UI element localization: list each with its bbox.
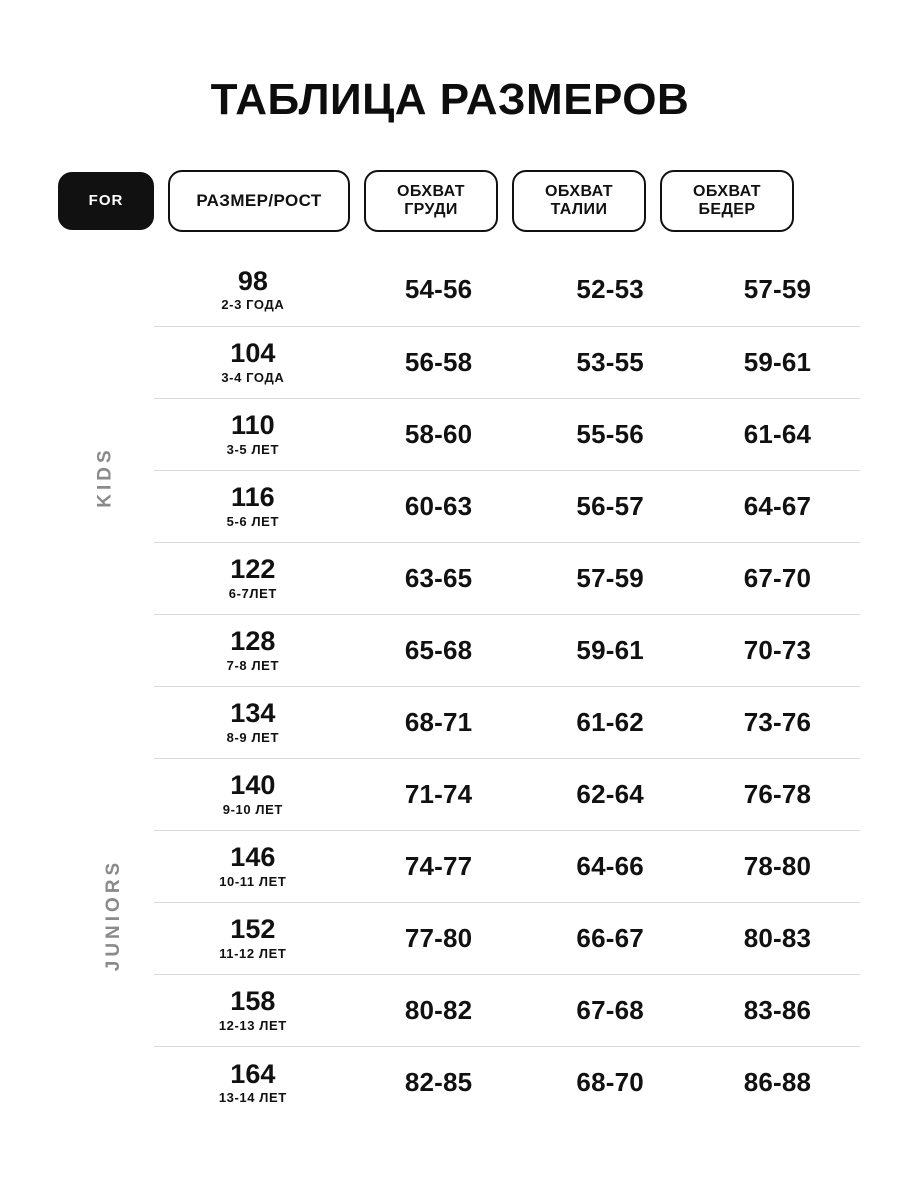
cell-waist [525, 254, 694, 326]
size-number: 104 [230, 338, 276, 369]
cell-size [154, 758, 352, 830]
size-age: 6-7ЛЕТ [228, 585, 277, 601]
size-number: 146 [230, 842, 276, 873]
size-age: 2-3 ГОДА [221, 297, 285, 313]
size-age: 11-12 ЛЕТ [219, 945, 287, 961]
size-age: 3-5 ЛЕТ [226, 441, 279, 457]
column-header-hips-line2: БЕДЕР [698, 201, 756, 218]
cell-chest-value: 71-74 [404, 778, 473, 809]
cell-chest-value: 58-60 [404, 418, 473, 449]
cell-chest-value: 80-82 [404, 994, 473, 1025]
size-age: 12-13 ЛЕТ [218, 1017, 287, 1033]
cell-hips-value: 86-88 [743, 1066, 812, 1097]
cell-size [154, 974, 352, 1046]
size-number: 158 [230, 986, 276, 1017]
column-header-hips [660, 170, 794, 232]
size-age: 10-11 ЛЕТ [219, 873, 287, 889]
size-age: 8-9 ЛЕТ [226, 729, 279, 745]
cell-chest [352, 758, 526, 830]
table-row [154, 758, 860, 830]
cell-chest [352, 470, 526, 542]
cell-size [154, 902, 352, 974]
cell-hips-value: 70-73 [743, 634, 812, 665]
cell-waist [525, 974, 694, 1046]
cell-chest-value: 65-68 [404, 634, 473, 665]
cell-hips-value: 67-70 [743, 562, 812, 593]
cell-hips [695, 326, 860, 398]
cell-chest-value: 56-58 [404, 346, 473, 377]
size-number: 116 [231, 482, 275, 513]
column-header-hips-line1: ОБХВАТ [693, 182, 761, 200]
cell-hips-value: 64-67 [743, 490, 812, 521]
cell-size [154, 686, 352, 758]
cell-waist-value: 57-59 [576, 562, 644, 593]
cell-size [154, 830, 352, 902]
column-header-chest [364, 170, 498, 232]
table-row [154, 830, 860, 902]
cell-hips [695, 1046, 860, 1118]
table-row [154, 470, 860, 542]
size-number: 128 [230, 626, 276, 657]
cell-hips-value: 61-64 [743, 418, 812, 449]
column-header-size: РАЗМЕР/РОСТ [168, 170, 350, 232]
cell-chest-value: 77-80 [404, 922, 473, 953]
column-header-chest-line2: ГРУДИ [404, 201, 458, 218]
column-header-waist-line1: ОБХВАТ [545, 182, 613, 200]
cell-waist-value: 56-57 [576, 490, 644, 521]
cell-waist-value: 55-56 [576, 418, 644, 449]
cell-size [154, 326, 352, 398]
cell-chest [352, 326, 526, 398]
cell-chest [352, 1046, 526, 1118]
size-age: 9-10 ЛЕТ [222, 801, 283, 817]
table-row [154, 398, 860, 470]
cell-waist [525, 830, 694, 902]
table-header-row [0, 170, 900, 232]
cell-hips [695, 758, 860, 830]
cell-hips [695, 254, 860, 326]
cell-waist [525, 758, 694, 830]
cell-chest-value: 63-65 [404, 562, 473, 593]
table-row [154, 686, 860, 758]
cell-size [154, 614, 352, 686]
table-row [154, 974, 860, 1046]
table-row [154, 1046, 860, 1118]
cell-waist [525, 686, 694, 758]
cell-chest-value: 74-77 [404, 850, 473, 881]
size-age: 7-8 ЛЕТ [226, 657, 279, 673]
size-age: 13-14 ЛЕТ [218, 1089, 287, 1105]
cell-waist [525, 902, 694, 974]
cell-waist [525, 1046, 694, 1118]
cell-hips [695, 974, 860, 1046]
size-number: 152 [230, 914, 276, 945]
cell-hips-value: 80-83 [743, 922, 812, 953]
cell-waist-value: 52-53 [576, 274, 644, 305]
table-row [154, 542, 860, 614]
cell-hips [695, 830, 860, 902]
cell-hips [695, 470, 860, 542]
cell-chest [352, 398, 526, 470]
cell-waist-value: 62-64 [576, 778, 644, 809]
group-label-kids: KIDS [95, 446, 116, 508]
cell-hips [695, 614, 860, 686]
size-number: 98 [237, 266, 268, 297]
cell-waist-value: 53-55 [576, 346, 644, 377]
size-number: 140 [230, 770, 276, 801]
table-body-area [0, 254, 900, 1118]
cell-size [154, 470, 352, 542]
cell-waist [525, 614, 694, 686]
cell-chest-value: 54-56 [404, 274, 473, 305]
cell-waist [525, 470, 694, 542]
cell-waist-value: 67-68 [576, 994, 644, 1025]
cell-waist-value: 68-70 [576, 1066, 644, 1097]
cell-hips [695, 398, 860, 470]
table-row [154, 614, 860, 686]
size-age: 3-4 ГОДА [221, 369, 285, 385]
cell-chest [352, 974, 526, 1046]
table-row [154, 254, 860, 326]
cell-chest [352, 902, 526, 974]
cell-hips [695, 686, 860, 758]
cell-waist-value: 61-62 [576, 706, 644, 737]
size-number: 164 [230, 1058, 276, 1089]
size-number: 134 [230, 698, 276, 729]
cell-chest-value: 82-85 [404, 1066, 473, 1097]
cell-chest-value: 68-71 [404, 706, 473, 737]
cell-hips-value: 73-76 [743, 706, 812, 737]
page-title: ТАБЛИЦА РАЗМЕРОВ [210, 75, 690, 124]
cell-size [154, 1046, 352, 1118]
cell-hips-value: 57-59 [743, 274, 812, 305]
cell-hips-value: 76-78 [743, 778, 812, 809]
cell-chest [352, 614, 526, 686]
group-label-column [58, 254, 154, 1118]
size-age: 5-6 ЛЕТ [226, 513, 279, 529]
cell-hips-value: 83-86 [743, 994, 812, 1025]
cell-size [154, 542, 352, 614]
cell-waist-value: 66-67 [576, 922, 644, 953]
cell-size [154, 398, 352, 470]
size-table [154, 254, 860, 1118]
column-header-chest-line1: ОБХВАТ [397, 182, 465, 200]
group-label-juniors: JUNIORS [103, 858, 125, 972]
cell-waist [525, 326, 694, 398]
for-chip: FOR [58, 172, 154, 230]
cell-chest [352, 686, 526, 758]
size-number: 110 [231, 410, 275, 441]
cell-chest [352, 254, 526, 326]
cell-chest [352, 542, 526, 614]
cell-hips [695, 542, 860, 614]
cell-chest [352, 830, 526, 902]
table-row [154, 326, 860, 398]
cell-hips-value: 78-80 [743, 850, 812, 881]
cell-waist-value: 64-66 [576, 850, 644, 881]
table-row [154, 902, 860, 974]
cell-chest-value: 60-63 [404, 490, 473, 521]
cell-size [154, 254, 352, 326]
cell-waist [525, 398, 694, 470]
size-number: 122 [230, 554, 276, 585]
column-header-waist [512, 170, 646, 232]
cell-waist [525, 542, 694, 614]
cell-hips [695, 902, 860, 974]
cell-hips-value: 59-61 [743, 346, 812, 377]
column-header-waist-line2: ТАЛИИ [550, 201, 608, 218]
cell-waist-value: 59-61 [576, 634, 644, 665]
